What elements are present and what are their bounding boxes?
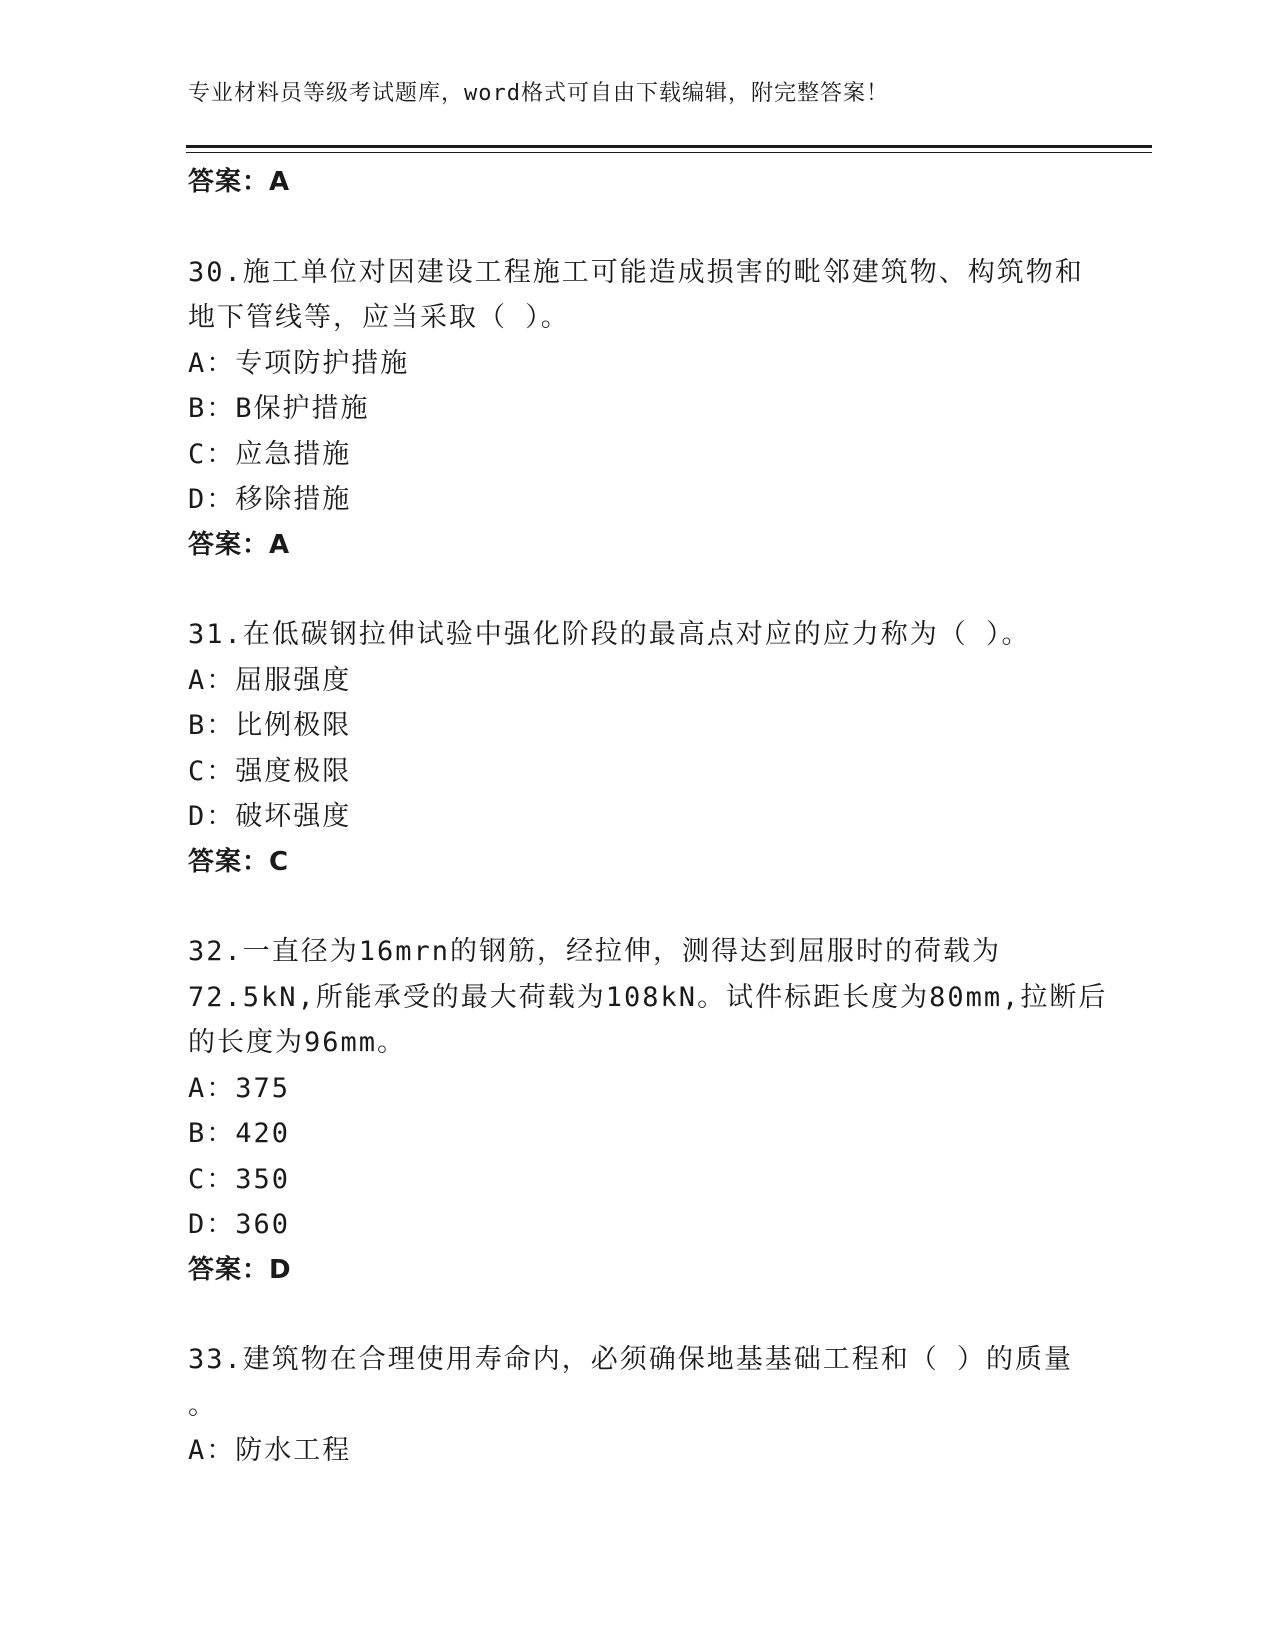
question-stem: 30.施工单位对因建设工程施工可能造成损害的毗邻建筑物、构筑物和 bbox=[188, 256, 1084, 288]
question-33 bbox=[188, 1337, 1088, 1474]
option-a: A：375 bbox=[188, 1072, 291, 1104]
page-header: 专业材料员等级考试题库，word格式可自由下载编辑，附完整答案！ bbox=[188, 81, 889, 106]
header-rule-thin bbox=[186, 152, 1152, 153]
option-c: C：强度极限 bbox=[188, 755, 352, 787]
question-stem: 33.建筑物在合理使用寿命内，必须确保地基基础工程和（ ）的质量 bbox=[188, 1344, 1074, 1375]
question-stem: 的长度为96mm。 bbox=[188, 1027, 407, 1058]
option-d: D：360 bbox=[188, 1209, 291, 1240]
previous-answer: 答案：A bbox=[188, 167, 291, 197]
header-rule-thick bbox=[186, 145, 1152, 148]
option-c: C：350 bbox=[188, 1163, 291, 1195]
option-a: A：专项防护措施 bbox=[188, 347, 410, 379]
answer: 答案：D bbox=[188, 1254, 292, 1285]
question-32 bbox=[188, 929, 1108, 1293]
option-d: D：移除措施 bbox=[188, 484, 352, 515]
question-31 bbox=[188, 612, 1088, 885]
question-stem: 地下管线等，应当采取（ ）。 bbox=[188, 302, 570, 333]
question-stem: 31.在低碳钢拉伸试验中强化阶段的最高点对应的应力称为（ ）。 bbox=[188, 619, 1031, 650]
option-d: D：破坏强度 bbox=[188, 801, 352, 832]
question-stem: 。 bbox=[188, 1389, 217, 1421]
answer: 答案：A bbox=[188, 529, 291, 560]
question-30 bbox=[188, 250, 1088, 569]
option-b: B：420 bbox=[188, 1118, 291, 1149]
answer: 答案：C bbox=[188, 846, 290, 877]
option-b: B：B保护措施 bbox=[188, 393, 370, 424]
option-a: A：屈服强度 bbox=[188, 664, 352, 696]
question-list bbox=[188, 160, 1108, 1474]
option-b: B：比例极限 bbox=[188, 710, 352, 741]
question-stem: 32.一直径为16mrn的钢筋，经拉伸，测得达到屈服时的荷载为 bbox=[188, 936, 1002, 967]
question-stem: 72.5kN,所能承受的最大荷载为108kN。试件标距长度为80mm,拉断后 bbox=[188, 981, 1108, 1013]
option-a: A：防水工程 bbox=[188, 1435, 352, 1466]
option-c: C：应急措施 bbox=[188, 438, 352, 470]
